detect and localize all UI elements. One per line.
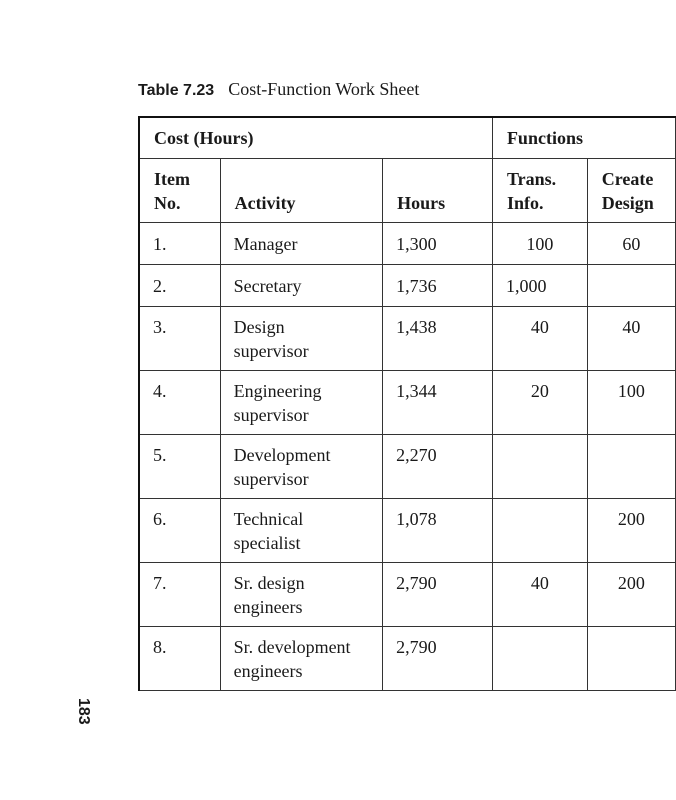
hours-cell: 1,736 xyxy=(383,265,493,307)
table-row xyxy=(139,499,676,563)
page-number: 183 xyxy=(75,698,92,725)
activity-header: Activity xyxy=(220,159,383,223)
table-row xyxy=(139,307,676,371)
item-no-header xyxy=(139,159,220,223)
table-row xyxy=(139,371,676,435)
activity-line1: Development xyxy=(233,445,331,465)
cost-function-table xyxy=(138,116,676,691)
item-no-cell: 4. xyxy=(139,371,220,435)
activity-cell xyxy=(220,563,383,627)
create-design-cell xyxy=(587,435,675,499)
item-no-cell: 1. xyxy=(139,223,220,265)
activity-line2: supervisor xyxy=(233,341,309,361)
create-design-cell xyxy=(587,627,675,691)
trans-info-cell: 40 xyxy=(492,307,587,371)
column-header-row xyxy=(139,159,676,223)
activity-line1: Design xyxy=(233,317,285,337)
create-design-cell: 200 xyxy=(587,499,675,563)
trans-info-cell xyxy=(492,499,587,563)
table-row xyxy=(139,435,676,499)
group-header-row xyxy=(139,117,676,159)
activity-line2: supervisor xyxy=(233,405,309,425)
trans-info-header xyxy=(492,159,587,223)
table-row xyxy=(139,627,676,691)
activity-line1: Technical xyxy=(233,509,304,529)
activity-line1: Sr. design xyxy=(233,573,305,593)
hours-cell: 1,078 xyxy=(383,499,493,563)
trans-info-cell xyxy=(492,627,587,691)
activity-line2: supervisor xyxy=(233,469,309,489)
activity-line1: Engineering xyxy=(233,381,322,401)
table-row xyxy=(139,563,676,627)
activity-cell xyxy=(220,499,383,563)
activity-line1: Sr. development xyxy=(233,637,351,657)
activity-line2: specialist xyxy=(233,533,301,553)
hours-cell: 1,300 xyxy=(383,223,493,265)
item-no-cell: 6. xyxy=(139,499,220,563)
activity-line2: engineers xyxy=(233,661,303,681)
item-no-cell: 5. xyxy=(139,435,220,499)
activity-cell xyxy=(220,307,383,371)
activity-line2: engineers xyxy=(233,597,303,617)
item-header-line1: Item xyxy=(154,169,190,189)
functions-header: Functions xyxy=(492,117,675,159)
trans-info-cell: 20 xyxy=(492,371,587,435)
create-design-header xyxy=(587,159,675,223)
table-number: Table 7.23 xyxy=(138,82,215,99)
activity-cell xyxy=(220,223,383,265)
table-title: Cost-Function Work Sheet xyxy=(228,79,420,99)
trans-info-cell: 100 xyxy=(492,223,587,265)
table-row xyxy=(139,223,676,265)
create-header-line2: Design xyxy=(601,193,654,213)
trans-header-line2: Info. xyxy=(506,193,544,213)
table-caption xyxy=(138,79,419,100)
trans-info-cell xyxy=(492,435,587,499)
trans-header-line1: Trans. xyxy=(506,169,557,189)
hours-header: Hours xyxy=(383,159,493,223)
item-header-line2: No. xyxy=(154,193,181,213)
item-no-cell: 7. xyxy=(139,563,220,627)
create-design-cell: 40 xyxy=(587,307,675,371)
hours-cell: 2,790 xyxy=(383,627,493,691)
create-header-line1: Create xyxy=(601,169,654,189)
create-design-cell xyxy=(587,265,675,307)
create-design-cell: 200 xyxy=(587,563,675,627)
hours-cell: 2,270 xyxy=(383,435,493,499)
trans-info-cell: 1,000 xyxy=(492,265,587,307)
hours-cell: 1,344 xyxy=(383,371,493,435)
table-row xyxy=(139,265,676,307)
hours-cell: 2,790 xyxy=(383,563,493,627)
activity-line1: Secretary xyxy=(233,275,302,296)
item-no-cell: 8. xyxy=(139,627,220,691)
create-design-cell: 100 xyxy=(587,371,675,435)
create-design-cell: 60 xyxy=(587,223,675,265)
activity-cell xyxy=(220,371,383,435)
trans-info-cell: 40 xyxy=(492,563,587,627)
item-no-cell: 3. xyxy=(139,307,220,371)
activity-cell xyxy=(220,627,383,691)
table-body xyxy=(139,223,676,691)
item-no-cell: 2. xyxy=(139,265,220,307)
activity-cell xyxy=(220,265,383,307)
hours-cell: 1,438 xyxy=(383,307,493,371)
activity-line1: Manager xyxy=(233,233,298,254)
activity-cell xyxy=(220,435,383,499)
cost-hours-header: Cost (Hours) xyxy=(139,117,492,159)
